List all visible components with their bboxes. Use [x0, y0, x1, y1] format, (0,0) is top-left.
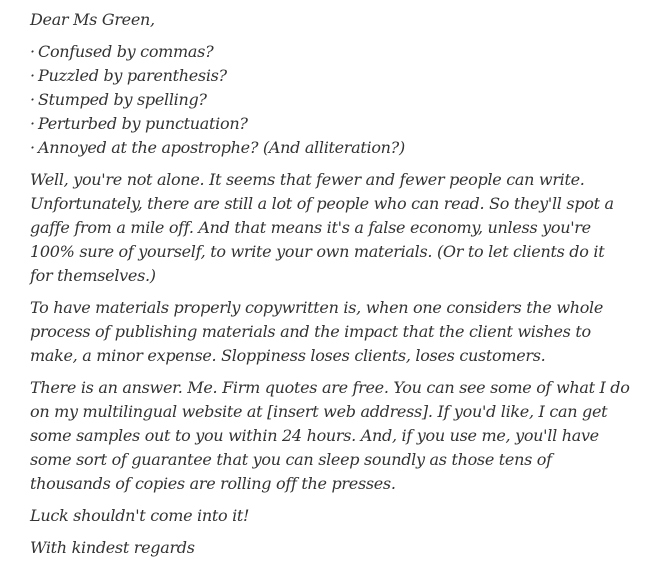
letter-body [30, 8, 630, 568]
bullet-icon: · [30, 90, 35, 109]
list-item-text: Puzzled by parenthesis? [38, 66, 227, 85]
bullet-icon: · [30, 138, 35, 157]
closing: With kindest regards [30, 538, 195, 557]
list-item-text: Perturbed by punctuation? [38, 114, 248, 133]
list-item [30, 136, 630, 160]
bullet-icon: · [30, 42, 35, 61]
paragraph-offer: There is an answer. Me. Firm quotes are free. You can see some of what I do on my multilingual website at [insert web address]. If you'd like, I can get some samples out to you within 24 hours. And, if you use me, you'll have some sort of guarantee that you can sleep soundly as those tens of thousands of copies are rolling off the presses. [30, 378, 630, 493]
list-item [30, 112, 630, 136]
paragraph-copywriting-expense: To have materials properly copywritten is, when one considers the whole process of publishing materials and the impact that the client wishes to make, a minor expense. Sloppiness loses clients, loses customers. [30, 298, 604, 365]
list-item [30, 64, 630, 88]
paragraph-luck: Luck shouldn't come into it! [30, 506, 250, 525]
list-item-text: Confused by commas? [38, 42, 214, 61]
list-item [30, 88, 630, 112]
salutation: Dear Ms Green, [30, 10, 155, 29]
list-item-text: Stumped by spelling? [38, 90, 207, 109]
list-item [30, 40, 630, 64]
list-item-text: Annoyed at the apostrophe? (And alliteration?) [38, 138, 405, 157]
bullet-icon: · [30, 114, 35, 133]
bullet-icon: · [30, 66, 35, 85]
paragraph-not-alone: Well, you're not alone. It seems that fewer and fewer people can write. Unfortunately, there are still a lot of people who can read. So they'll spot a gaffe from a mile off. And that means it's a false economy, unless you're 100% sure of yourself, to write your own materials. (Or to let clients do it for themselves.) [30, 170, 614, 285]
bullet-list [30, 40, 630, 160]
